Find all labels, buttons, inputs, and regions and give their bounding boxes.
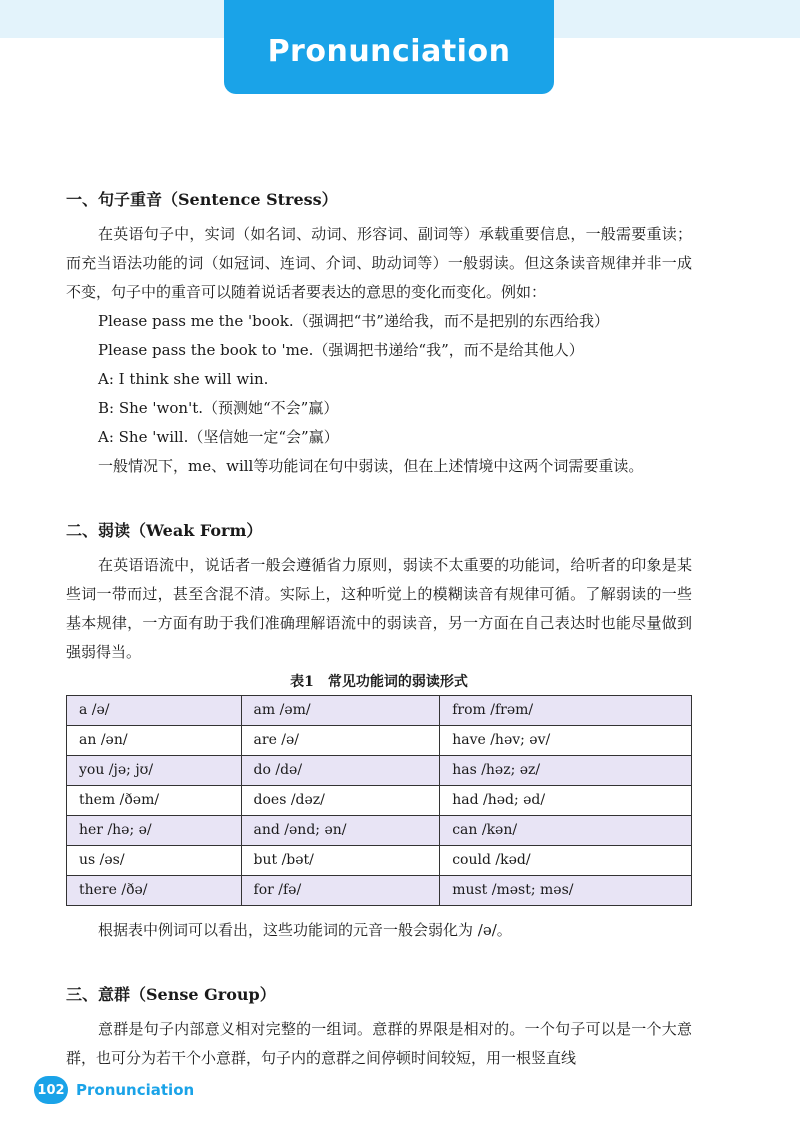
table-caption: 表1 常见功能词的弱读形式 [290,674,468,690]
table-cell: has /həz; əz/ [440,756,692,786]
section-heading-sense-group: 三、意群（Sense Group） [66,985,276,1004]
page-footer [34,1076,194,1104]
section-heading-sentence-stress: 一、句子重音（Sentence Stress） [66,190,338,209]
example-line: A: She 'will.（坚信她一定“会”赢） [98,428,339,446]
table-cell: have /həv; əv/ [440,726,692,756]
page-number-badge: 102 [34,1076,68,1104]
paragraph-sense-group: 意群是句子内部意义相对完整的一组词。意群的界限是相对的。一个句子可以是一个大意群，也可分为若干个小意群，句子内的意群之间停顿时间较短，用一根竖直线 [66,1020,692,1067]
weak-form-table [66,695,692,906]
table-cell: there /ðə/ [67,876,242,906]
table-cell: am /əm/ [241,696,440,726]
table-cell: us /əs/ [67,846,242,876]
table-row [67,786,692,816]
page-content [66,180,692,1073]
paragraph-weak-form: 在英语语流中，说话者一般会遵循省力原则，弱读不太重要的功能词，给听者的印象是某些词一带而过，甚至含混不清。实际上，这种听觉上的模糊读音有规律可循。了解弱读的一些基本规律，一方面有助于我们准确理解语流中的弱读音，另一方面在自己表达时也能尽量做到强弱得当。 [66,556,692,661]
table-row [67,696,692,726]
table-row [67,846,692,876]
example-line: Please pass the book to 'me.（强调把书递给“我”，而不是给其他人） [98,341,584,359]
table-cell: are /ə/ [241,726,440,756]
example-note: 一般情况下，me、will等功能词在句中弱读，但在上述情境中这两个词需要重读。 [98,457,644,475]
table-row [67,816,692,846]
table-cell: but /bət/ [241,846,440,876]
table-cell: and /ənd; ən/ [241,816,440,846]
table-cell: must /məst; məs/ [440,876,692,906]
table-cell: her /hə; ə/ [67,816,242,846]
example-line: Please pass me the 'book.（强调把“书”递给我，而不是把别的东西给我） [98,312,609,330]
example-line: A: I think she will win. [98,370,269,388]
page-title: Pronunciation [267,33,511,69]
table-cell: from /frəm/ [440,696,692,726]
table-cell: a /ə/ [67,696,242,726]
table-cell: had /həd; əd/ [440,786,692,816]
table-row [67,876,692,906]
section-heading-weak-form: 二、弱读（Weak Form） [66,521,263,540]
table-cell: them /ðəm/ [67,786,242,816]
table-summary: 根据表中例词可以看出，这些功能词的元音一般会弱化为 /ə/。 [98,921,512,939]
table-cell: an /ən/ [67,726,242,756]
table-cell: for /fə/ [241,876,440,906]
paragraph-sentence-stress: 在英语句子中，实词（如名词、动词、形容词、副词等）承载重要信息，一般需要重读；而充当语法功能的词（如冠词、连词、介词、助动词等）一般弱读。但这条读音规律并非一成不变，句子中的重音可以随着说话者要表达的意思的变化而变化。例如： [66,225,692,301]
footer-label: Pronunciation [76,1081,195,1099]
table-cell: could /kəd/ [440,846,692,876]
table-cell: you /jə; jʊ/ [67,756,242,786]
example-line: B: She 'won't.（预测她“不会”赢） [98,399,339,417]
table-cell: can /kən/ [440,816,692,846]
title-tab [224,0,554,94]
table-cell: do /də/ [241,756,440,786]
table-cell: does /dəz/ [241,786,440,816]
table-row [67,756,692,786]
table-row [67,726,692,756]
